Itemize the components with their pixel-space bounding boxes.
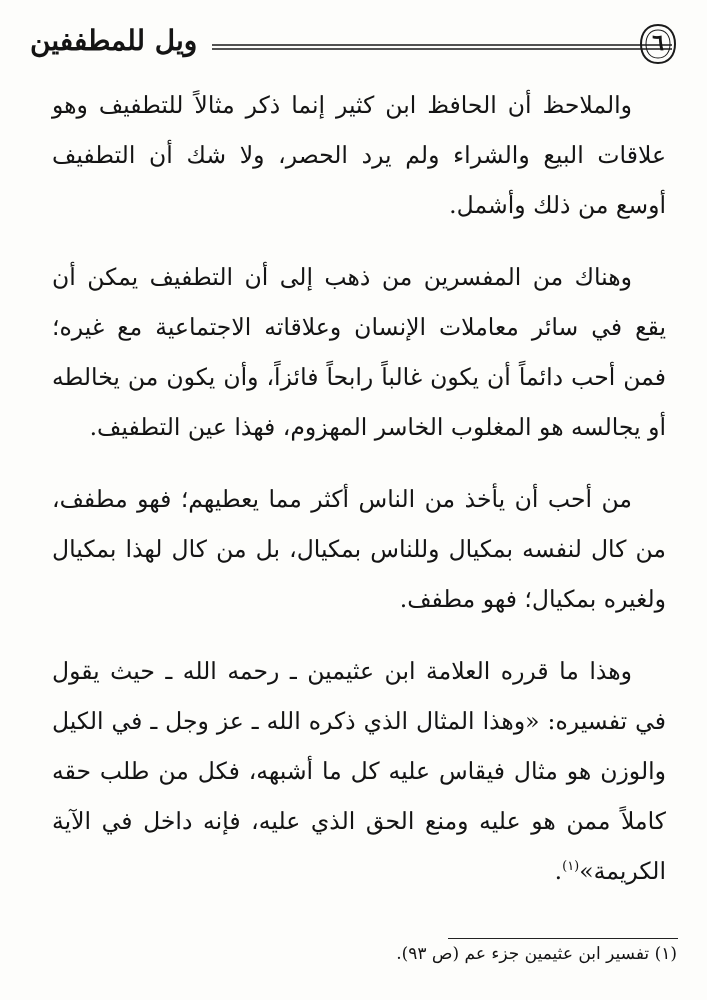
main-text	[52, 80, 666, 896]
paragraph-end-mark: .	[554, 857, 563, 885]
header-ornament-rule	[212, 42, 672, 52]
page-header	[30, 20, 678, 68]
footnote-separator	[448, 938, 678, 939]
footnote-reference[interactable]: (١)	[562, 859, 580, 875]
running-title: ويل للمطففين	[30, 24, 198, 57]
paragraph-4: وهذا ما قرره العلامة ابن عثيمين ـ رحمه الله ـ حيث يقول في تفسيره: «وهذا المثال الذي ذكره الله ـ عز وجل ـ في الكيل والوزن هو مثال فيقاس عليه كل ما أشبهه، فكل من طلب حقه كاملاً ممن هو عليه ومنع الحق الذي عليه، فإنه داخل في الآية الكريمة»$^{(١)}$.	[52, 657, 666, 885]
paragraph-2: وهناك من المفسرين من ذهب إلى أن التطفيف يمكن أن يقع في سائر معاملات الإنسان وعلاقاته الاجتماعية مع غيره؛ فمن أحب دائماً أن يكون غالباً رابحاً فائزاً، وأن يكون من يخالطه أو يجالسه هو المغلوب الخاسر المهزوم، فهذا عين التطفيف.	[52, 263, 666, 441]
paragraph-1: والملاحظ أن الحافظ ابن كثير إنما ذكر مثالاً للتطفيف وهو علاقات البيع والشراء ولم يرد الحصر، ولا شك أن التطفيف أوسع من ذلك وأشمل.	[52, 91, 666, 219]
page-number: ٦	[652, 30, 664, 56]
paragraph-3: من أحب أن يأخذ من الناس أكثر مما يعطيهم؛ فهو مطفف، من كال لنفسه بمكيال وللناس بمكيال، بل من كال لهذا بمكيال ولغيره بمكيال؛ فهو مطفف.	[52, 485, 666, 613]
footnote-text: (١) تفسير ابن عثيمين جزء عم (ص ٩٣).	[396, 944, 677, 964]
